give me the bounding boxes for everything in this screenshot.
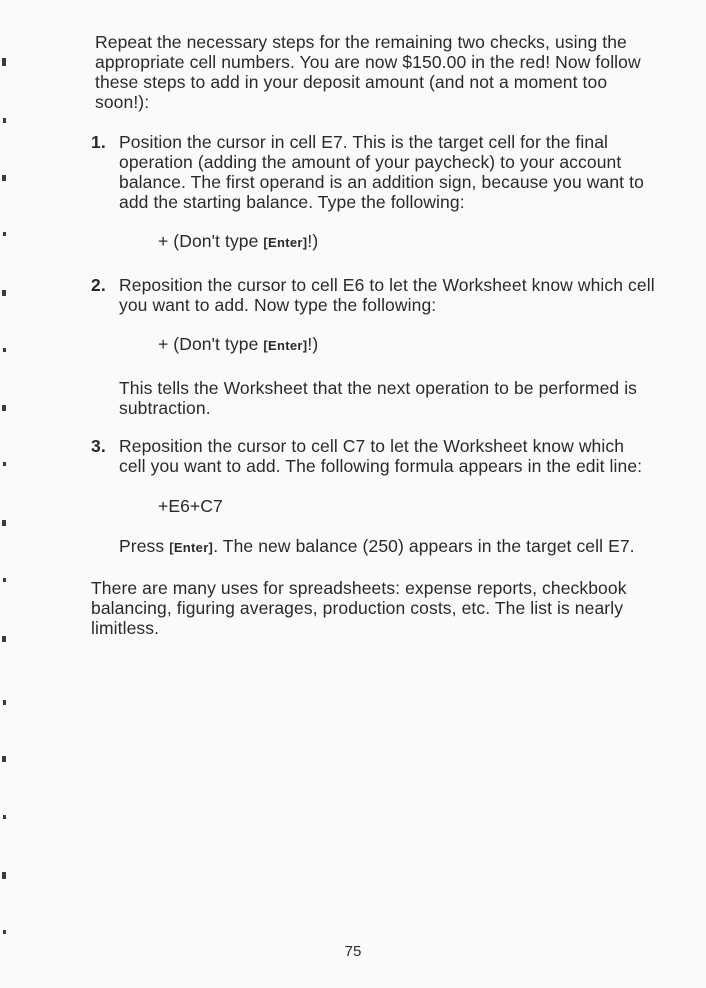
typed-input-line [119, 334, 655, 356]
press-suffix: . The new balance (250) appears in the target cell E7. [213, 536, 635, 556]
step-number: 2. [91, 275, 106, 295]
step-text: Position the cursor in cell E7. This is the target cell for the final operation (adding the amount of your paycheck) to your account balance. The first operand is an addition sign, because you want to add the starting balance. Type the following: [119, 132, 644, 212]
page-number: 75 [344, 943, 362, 960]
binding-mark [2, 756, 6, 762]
code-suffix: !) [307, 231, 319, 251]
binding-mark [3, 578, 6, 582]
formula-line: +E6+C7 [158, 496, 223, 516]
page-content [91, 32, 655, 638]
binding-mark [2, 520, 6, 526]
binding-mark [3, 930, 6, 934]
closing-paragraph: There are many uses for spreadsheets: expense reports, checkbook balancing, figuring averages, production costs, etc. The list is nearly limitless. [91, 578, 627, 638]
binding-mark [3, 118, 6, 123]
intro-paragraph: Repeat the necessary steps for the remaining two checks, using the appropriate cell numbers. You are now $150.00 in the red! Now follow these steps to add in your deposit amount (and not a moment too soon!): [95, 32, 641, 112]
typed-input-line [119, 231, 655, 253]
binding-edge-marks [0, 0, 10, 988]
binding-mark [3, 462, 6, 466]
step-2 [91, 275, 655, 418]
binding-mark [2, 405, 6, 411]
step-text: Reposition the cursor to cell E6 to let the Worksheet know which cell you want to add. Now type the following: [119, 275, 655, 315]
enter-key-label: [Enter] [263, 235, 308, 250]
binding-mark [2, 58, 6, 66]
binding-mark [3, 700, 6, 705]
step-3 [91, 436, 655, 558]
step-followup-text: This tells the Worksheet that the next operation to be performed is subtraction. [119, 378, 638, 418]
binding-mark [2, 636, 6, 642]
code-prefix: + (Don't type [158, 231, 264, 251]
steps-list [91, 132, 655, 558]
binding-mark [3, 815, 6, 819]
step-text: Reposition the cursor to cell C7 to let the Worksheet know which cell you want to add. The following formula appears in the edit line: [119, 436, 643, 476]
enter-key-label: [Enter] [263, 338, 308, 353]
step-followup-text [119, 536, 655, 558]
binding-mark [3, 232, 6, 236]
press-prefix: Press [119, 536, 170, 556]
code-prefix: + (Don't type [158, 334, 264, 354]
binding-mark [2, 290, 6, 296]
binding-mark [2, 175, 6, 181]
code-suffix: !) [307, 334, 319, 354]
step-1 [91, 132, 655, 253]
binding-mark [2, 872, 6, 879]
step-number: 3. [91, 436, 106, 456]
enter-key-label: [Enter] [169, 540, 214, 555]
step-number: 1. [91, 132, 106, 152]
binding-mark [3, 348, 6, 352]
